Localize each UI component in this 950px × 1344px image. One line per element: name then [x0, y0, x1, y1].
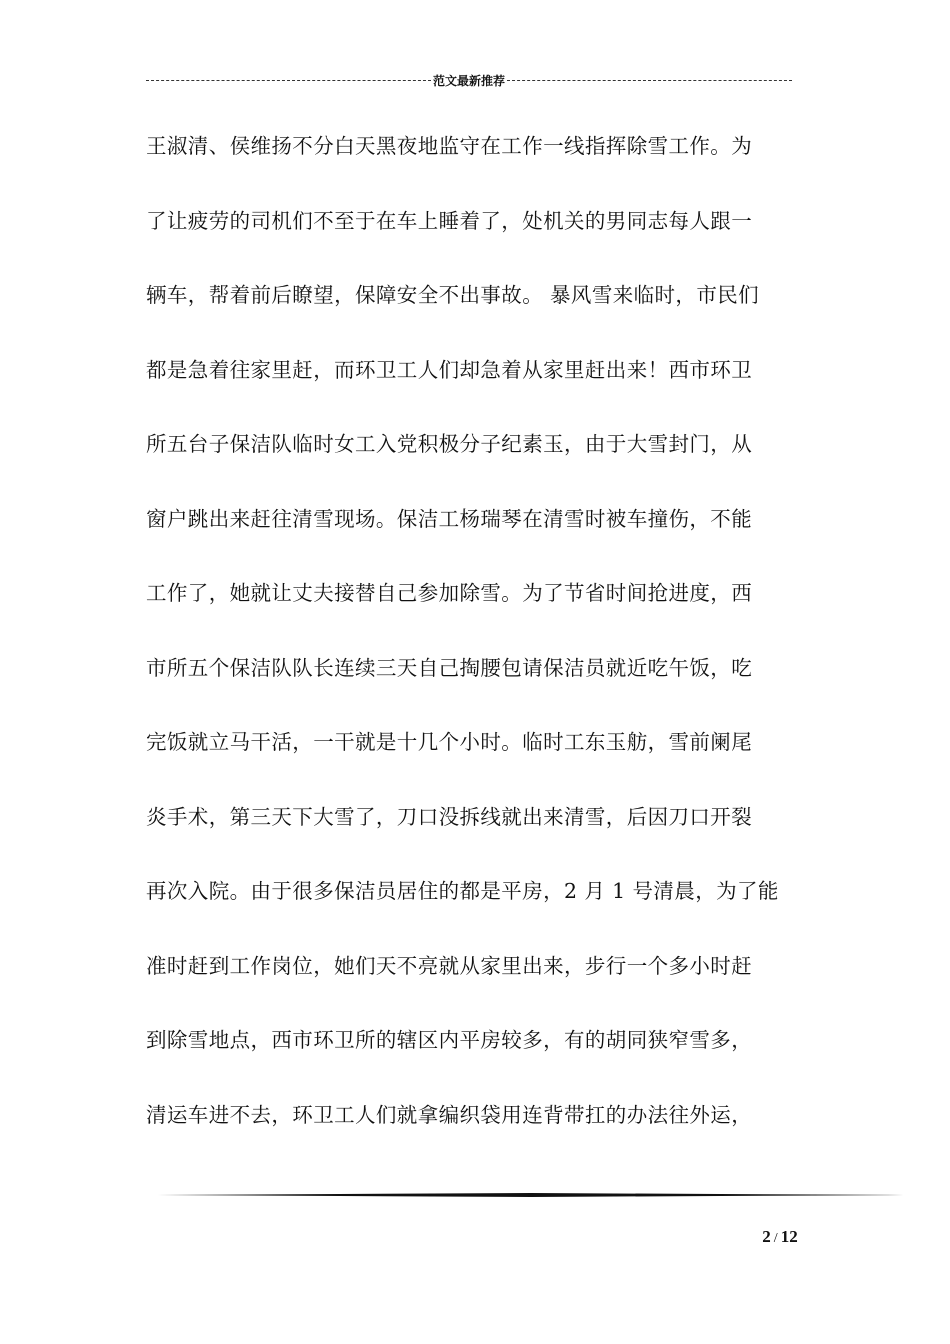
body-line: 准时赶到工作岗位，她们天不亮就从家里出来，步行一个多小时赶 [146, 953, 753, 978]
page-separator: / [773, 1231, 778, 1246]
body-line: 了让疲劳的司机们不至于在车上睡着了，处机关的男同志每人跟一 [146, 208, 753, 233]
body-line: 工作了，她就让丈夫接替自己参加除雪。为了节省时间抢进度，西 [146, 581, 753, 605]
footer-divider-line [158, 1193, 904, 1197]
body-line: 再次入院。由于很多保洁员居住的都是平房，2 月 1 号清晨，为了能 [146, 879, 779, 903]
page-current: 2 [762, 1227, 771, 1246]
body-line: 王淑清、侯维扬不分白天黑夜地监守在工作一线指挥除雪工作。为 [146, 134, 753, 158]
document-body [146, 126, 816, 1169]
body-line: 窗户跳出来赶往清雪现场。保洁工杨瑞琴在清雪时被车撞伤，不能 [146, 506, 753, 531]
footer-divider [158, 1193, 904, 1197]
body-line: 辆车，帮着前后瞭望，保障安全不出事故。 暴风雪来临时，市民们 [146, 283, 760, 307]
body-line: 市所五个保洁队队长连续三天自己掏腰包请保洁员就近吃午饭，吃 [146, 655, 753, 680]
body-line: 所五台子保洁队临时女工入党积极分子纪素玉，由于大雪封门，从 [146, 432, 753, 456]
body-line: 完饭就立马干活，一干就是十几个小时。临时工东玉舫，雪前阑尾 [146, 730, 753, 754]
header-title: 范文最新推荐 [433, 73, 506, 88]
body-line: 清运车进不去，环卫工人们就拿编织袋用连背带扛的办法往外运， [146, 1102, 753, 1127]
page-number [740, 1227, 820, 1247]
body-line: 都是急着往家里赶，而环卫工人们却急着从家里赶出来！西市环卫 [146, 357, 753, 382]
body-line: 到除雪地点，西市环卫所的辖区内平房较多，有的胡同狭窄雪多， [146, 1028, 753, 1052]
page-total: 12 [780, 1227, 798, 1246]
page-header [146, 70, 792, 90]
header-dash-right [507, 80, 792, 81]
header-dash-left [146, 80, 431, 81]
body-line: 炎手术，第三天下大雪了，刀口没拆线就出来清雪，后因刀口开裂 [146, 804, 753, 829]
